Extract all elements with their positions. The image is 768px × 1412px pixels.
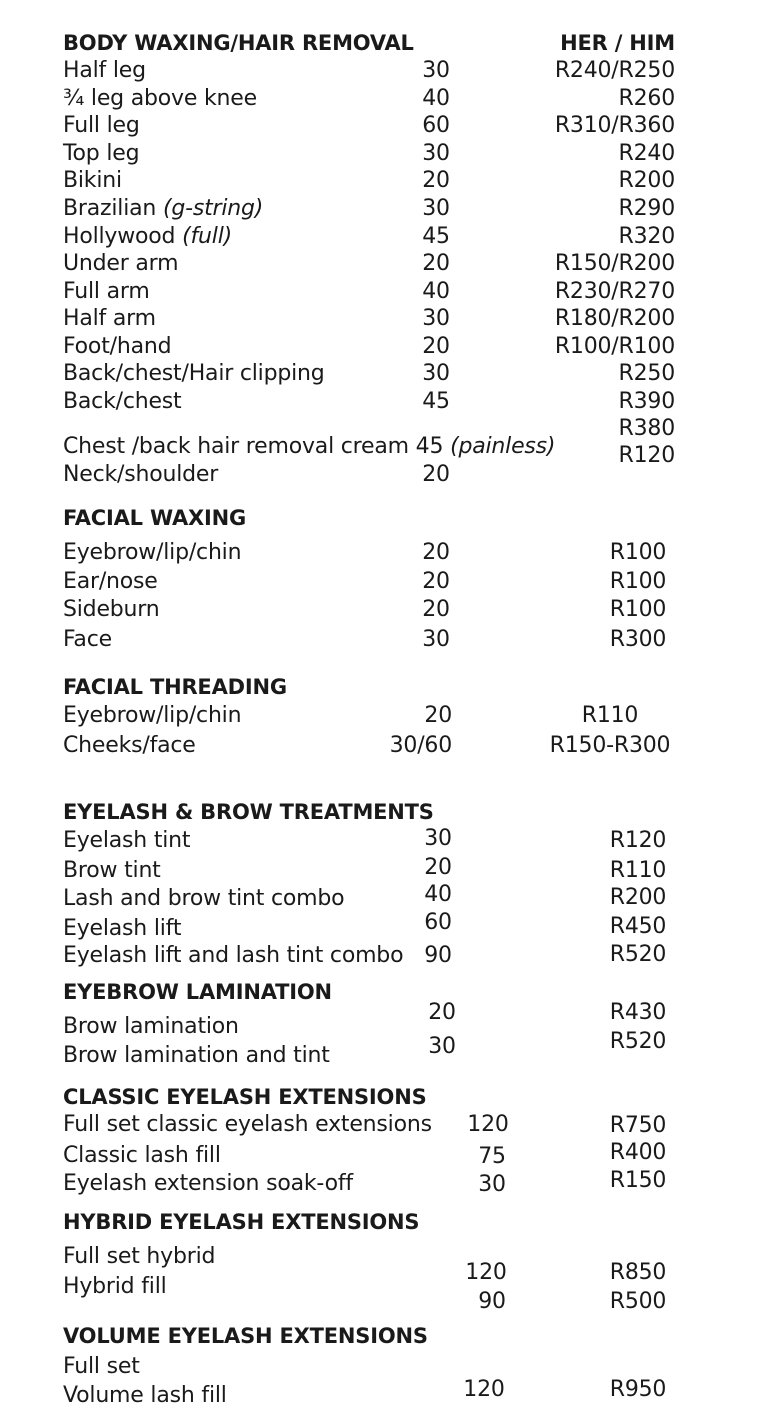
service-price: R100 bbox=[609, 569, 667, 594]
service-minutes: 75 bbox=[478, 1144, 506, 1169]
service-name: Full set classic eyelash extensions bbox=[63, 1112, 432, 1137]
service-name: Eyelash lift bbox=[63, 916, 182, 941]
service-name: Eyelash tint bbox=[63, 828, 191, 853]
service-name: Volume lash fill bbox=[63, 1383, 227, 1408]
service-name-wrap bbox=[63, 434, 555, 460]
her-him-header: HER / HIM bbox=[560, 31, 675, 55]
service-name: Eyebrow/lip/chin bbox=[63, 703, 242, 728]
service-price: R500 bbox=[609, 1289, 667, 1314]
service-name: Full set hybrid bbox=[63, 1244, 216, 1269]
service-price: R100 bbox=[609, 597, 667, 622]
service-minutes: 30/60 bbox=[389, 733, 452, 758]
service-minutes: 30 bbox=[422, 306, 450, 331]
service-name: Full arm bbox=[63, 279, 150, 304]
service-minutes: 30 bbox=[422, 361, 450, 386]
service-name: Full set bbox=[63, 1354, 140, 1379]
service-minutes: 60 bbox=[422, 113, 450, 138]
service-price: R310/R360 bbox=[554, 113, 675, 138]
service-note: (g-string) bbox=[162, 196, 264, 221]
service-minutes: 20 bbox=[422, 597, 450, 622]
service-name-wrap bbox=[63, 224, 232, 250]
service-price: R240/R250 bbox=[554, 58, 675, 83]
service-price: R200 bbox=[609, 885, 667, 910]
service-minutes: 20 bbox=[424, 855, 452, 880]
service-price: R240 bbox=[618, 141, 675, 166]
service-name: Sideburn bbox=[63, 597, 160, 622]
service-name: Eyelash lift and lash tint combo bbox=[63, 943, 404, 968]
service-name-wrap bbox=[63, 196, 263, 222]
section-title-hybrid-extensions: HYBRID EYELASH EXTENSIONS bbox=[63, 1210, 420, 1234]
service-name: Half leg bbox=[63, 58, 146, 83]
service-note: (painless) bbox=[450, 434, 556, 459]
service-price: R110 bbox=[609, 858, 667, 883]
service-minutes: 120 bbox=[467, 1112, 509, 1137]
section-title-body-waxing: BODY WAXING/HAIR REMOVAL bbox=[63, 31, 414, 55]
service-name: Brow lamination bbox=[63, 1014, 239, 1039]
service-name: Face bbox=[63, 627, 112, 652]
section-title-eyebrow-lamination: EYEBROW LAMINATION bbox=[63, 980, 332, 1004]
section-title-eyelash-brow: EYELASH & BROW TREATMENTS bbox=[63, 800, 434, 824]
service-minutes: 30 bbox=[428, 1034, 456, 1059]
service-name: Chest /back hair removal cream 45 bbox=[63, 434, 444, 459]
service-price: R200 bbox=[618, 168, 675, 193]
service-price: R290 bbox=[618, 196, 675, 221]
service-price: R250 bbox=[618, 361, 675, 386]
service-minutes: 40 bbox=[422, 279, 450, 304]
service-name: Back/chest bbox=[63, 389, 182, 414]
service-price: R300 bbox=[609, 627, 667, 652]
service-name: Neck/shoulder bbox=[63, 462, 219, 487]
service-minutes: 30 bbox=[424, 826, 452, 851]
section-title-facial-threading: FACIAL THREADING bbox=[63, 675, 287, 699]
service-name: Foot/hand bbox=[63, 334, 172, 359]
service-minutes: 90 bbox=[424, 943, 452, 968]
service-name: Eyebrow/lip/chin bbox=[63, 540, 242, 565]
service-minutes: 30 bbox=[478, 1172, 506, 1197]
service-minutes: 20 bbox=[422, 168, 450, 193]
service-minutes: 20 bbox=[422, 462, 450, 487]
service-price: R750 bbox=[609, 1113, 667, 1138]
service-price: R400 bbox=[609, 1140, 667, 1165]
service-name: Bikini bbox=[63, 168, 122, 193]
service-price: R120 bbox=[618, 443, 675, 468]
service-name: Brazilian bbox=[63, 196, 157, 221]
service-minutes: 30 bbox=[422, 627, 450, 652]
service-price: R120 bbox=[609, 828, 667, 853]
service-price: R950 bbox=[609, 1377, 667, 1402]
service-price: R390 bbox=[618, 389, 675, 414]
service-minutes: 20 bbox=[424, 703, 452, 728]
service-name: Brow tint bbox=[63, 858, 161, 883]
service-name: Full leg bbox=[63, 113, 140, 138]
service-price: R150-R300 bbox=[549, 733, 671, 758]
service-minutes: 45 bbox=[422, 224, 450, 249]
service-name: Back/chest/Hair clipping bbox=[63, 361, 325, 386]
service-minutes: 45 bbox=[422, 389, 450, 414]
service-price: R320 bbox=[618, 224, 675, 249]
service-price: R100/R100 bbox=[554, 334, 675, 359]
service-minutes: 120 bbox=[463, 1377, 505, 1402]
service-price: R180/R200 bbox=[554, 306, 675, 331]
service-name: Lash and brow tint combo bbox=[63, 886, 345, 911]
service-price: R150/R200 bbox=[554, 251, 675, 276]
service-minutes: 30 bbox=[422, 141, 450, 166]
service-name: Classic lash fill bbox=[63, 1143, 221, 1168]
service-minutes: 20 bbox=[422, 569, 450, 594]
service-name: Cheeks/face bbox=[63, 733, 196, 758]
service-minutes: 120 bbox=[465, 1260, 507, 1285]
service-price: R380 bbox=[618, 416, 675, 441]
service-price: R100 bbox=[609, 540, 667, 565]
service-name: Hybrid fill bbox=[63, 1274, 167, 1299]
service-name: Half arm bbox=[63, 306, 156, 331]
service-minutes: 90 bbox=[478, 1289, 506, 1314]
service-minutes: 60 bbox=[424, 910, 452, 935]
service-price: R450 bbox=[609, 914, 667, 939]
service-price: R230/R270 bbox=[554, 279, 675, 304]
service-price: R150 bbox=[609, 1168, 667, 1193]
service-minutes: 30 bbox=[422, 58, 450, 83]
service-price: R520 bbox=[609, 1029, 667, 1054]
section-title-facial-waxing: FACIAL WAXING bbox=[63, 506, 247, 530]
service-minutes: 20 bbox=[422, 540, 450, 565]
service-price: R110 bbox=[581, 703, 639, 728]
section-title-classic-extensions: CLASSIC EYELASH EXTENSIONS bbox=[63, 1085, 427, 1109]
service-name: Under arm bbox=[63, 251, 179, 276]
service-price: R430 bbox=[609, 1000, 667, 1025]
service-name: Brow lamination and tint bbox=[63, 1043, 330, 1068]
service-minutes: 20 bbox=[422, 251, 450, 276]
service-price: R260 bbox=[618, 86, 675, 111]
service-price: R520 bbox=[609, 942, 667, 967]
service-name: ¾ leg above knee bbox=[63, 86, 257, 111]
service-note: (full) bbox=[182, 224, 233, 249]
service-price: R850 bbox=[609, 1260, 667, 1285]
service-minutes: 40 bbox=[424, 882, 452, 907]
service-name: Hollywood bbox=[63, 224, 176, 249]
service-name: Eyelash extension soak-off bbox=[63, 1171, 353, 1196]
service-name: Top leg bbox=[63, 141, 140, 166]
service-minutes: 40 bbox=[422, 86, 450, 111]
service-minutes: 20 bbox=[422, 334, 450, 359]
service-name: Ear/nose bbox=[63, 569, 158, 594]
service-minutes: 20 bbox=[428, 1000, 456, 1025]
service-minutes: 30 bbox=[422, 196, 450, 221]
section-title-volume-extensions: VOLUME EYELASH EXTENSIONS bbox=[63, 1324, 428, 1348]
